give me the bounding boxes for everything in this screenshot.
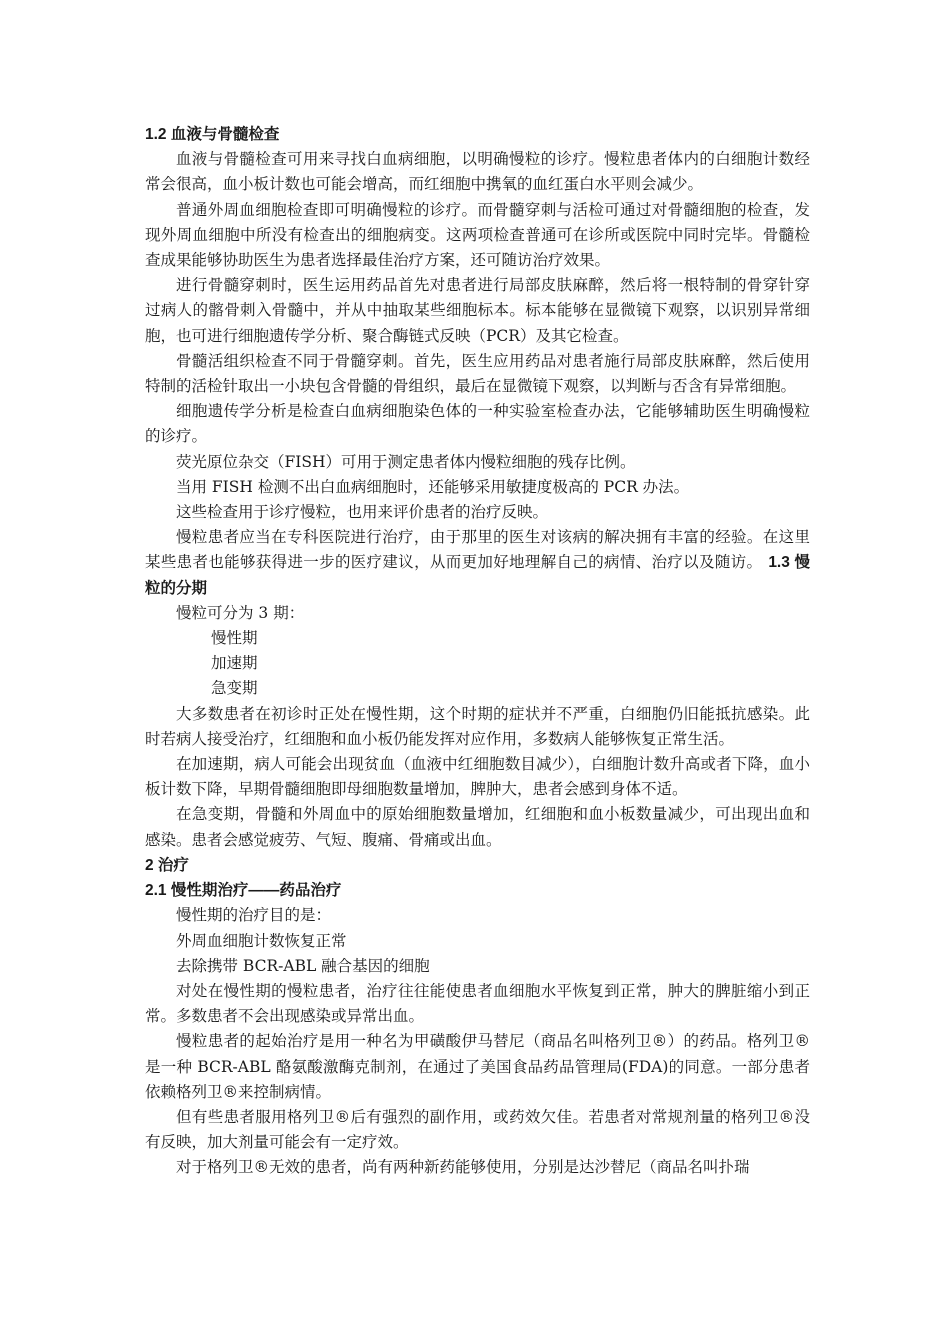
paragraph-text: 慢粒患者应当在专科医院进行治疗，由于那里的医生对该病的解决拥有丰富的经验。在这里某些患者也能够获得进一步的医疗建议，从而更加好地理解自己的病情、治疗以及随访。 <box>145 528 810 572</box>
phase-intro: 慢粒可分为 3 期： <box>176 603 305 622</box>
paragraph: 但有些患者服用格列卫®后有强烈的副作用，或药效欠佳。若患者对常规剂量的格列卫®没有反映，加大剂量可能会有一定疗效。 <box>145 1107 810 1152</box>
paragraph: 普通外周血细胞检查即可明确慢粒的诊疗。而骨髓穿刺与活检可通过对骨髓细胞的检查，发现外周血细胞中所没有检查出的细胞病变。这两项检查普通可在诊所或医院中同时完毕。骨髓检查成果能够协助医生为患者选择最佳治疗方案，还可随访治疗效果。 <box>145 200 810 270</box>
paragraph: 在加速期，病人可能会出现贫血（血液中红细胞数目减少），白细胞计数升高或者下降，血小板计数下降，早期骨髓细胞即母细胞数量增加，脾肿大，患者会感到身体不适。 <box>145 755 810 799</box>
paragraph: 慢粒患者的起始治疗是用一种名为甲磺酸伊马替尼（商品名叫格列卫®）的药品。格列卫®是一种 BCR-ABL 酪氨酸激酶克制剂，在通过了美国食品药品管理局(FDA)的同意。一部分患者依赖格列卫®来控制病情。 <box>145 1032 810 1101</box>
section-heading-2-1: 2.1 慢性期治疗——药品治疗 <box>145 882 342 900</box>
phase-item: 慢性期 <box>211 629 258 648</box>
section-heading-1-3: 1.3 慢粒的分期 <box>145 554 810 597</box>
document-page <box>145 122 810 1181</box>
section-heading-2: 2 治疗 <box>145 856 189 874</box>
paragraph: 当用 FISH 检测不出白血病细胞时，还能够采用敏捷度极高的 PCR 办法。 <box>176 477 690 496</box>
paragraph: 细胞遗传学分析是检查白血病细胞染色体的一种实验室检查办法，它能够辅助医生明确慢粒的诊疗。 <box>145 402 810 446</box>
paragraph: 对于格列卫®无效的患者，尚有两种新药能够使用，分别是达沙替尼（商品名叫扑瑞 <box>176 1158 750 1177</box>
paragraph: 骨髓活组织检查不同于骨髓穿刺。首先，医生应用药品对患者施行局部皮肤麻醉，然后使用特制的活检针取出一小块包含骨髓的骨组织，最后在显微镜下观察，以判断与否含有异常细胞。 <box>145 351 810 396</box>
paragraph: 在急变期，骨髓和外周血中的原始细胞数量增加，红细胞和血小板数量减少，可出现出血和感染。患者会感觉疲劳、气短、腹痛、骨痛或出血。 <box>145 805 810 849</box>
phase-item: 加速期 <box>211 654 258 673</box>
goal-item: 外周血细胞计数恢复正常 <box>176 931 347 950</box>
paragraph: 对处在慢性期的慢粒患者，治疗往往能使患者血细胞水平恢复到正常，肿大的脾脏缩小到正常。多数患者不会出现感染或异常出血。 <box>145 981 810 1026</box>
paragraph: 血液与骨髓检查可用来寻找白血病细胞，以明确慢粒的诊疗。慢粒患者体内的白细胞计数经常会很高，血小板计数也可能会增高，而红细胞中携氧的血红蛋白水平则会减少。 <box>145 150 810 194</box>
paragraph-with-inline-heading <box>145 525 810 601</box>
paragraph: 大多数患者在初诊时正处在慢性期，这个时期的症状并不严重，白细胞仍旧能抵抗感染。此时若病人接受治疗，红细胞和血小板仍能发挥对应作用，多数病人能够恢复正常生活。 <box>145 704 810 748</box>
phase-item: 急变期 <box>211 679 258 698</box>
paragraph: 这些检查用于诊疗慢粒，也用来评价患者的治疗反映。 <box>176 503 549 522</box>
paragraph: 荧光原位杂交（FISH）可用于测定患者体内慢粒细胞的残存比例。 <box>176 452 636 471</box>
section-heading-1-2: 1.2 血液与骨髓检查 <box>145 126 280 143</box>
paragraph: 进行骨髓穿刺时，医生运用药品首先对患者进行局部皮肤麻醉，然后将一根特制的骨穿针穿过病人的髂骨刺入骨髓中，并从中抽取某些细胞标本。标本能够在显微镜下观察，以识别异常细胞，也可进行细胞遗传学分析、聚合酶链式反映（PCR）及其它检查。 <box>145 276 810 345</box>
goal-item: 去除携带 BCR-ABL 融合基因的细胞 <box>176 956 430 975</box>
goal-intro: 慢性期的治疗目的是： <box>176 906 332 925</box>
